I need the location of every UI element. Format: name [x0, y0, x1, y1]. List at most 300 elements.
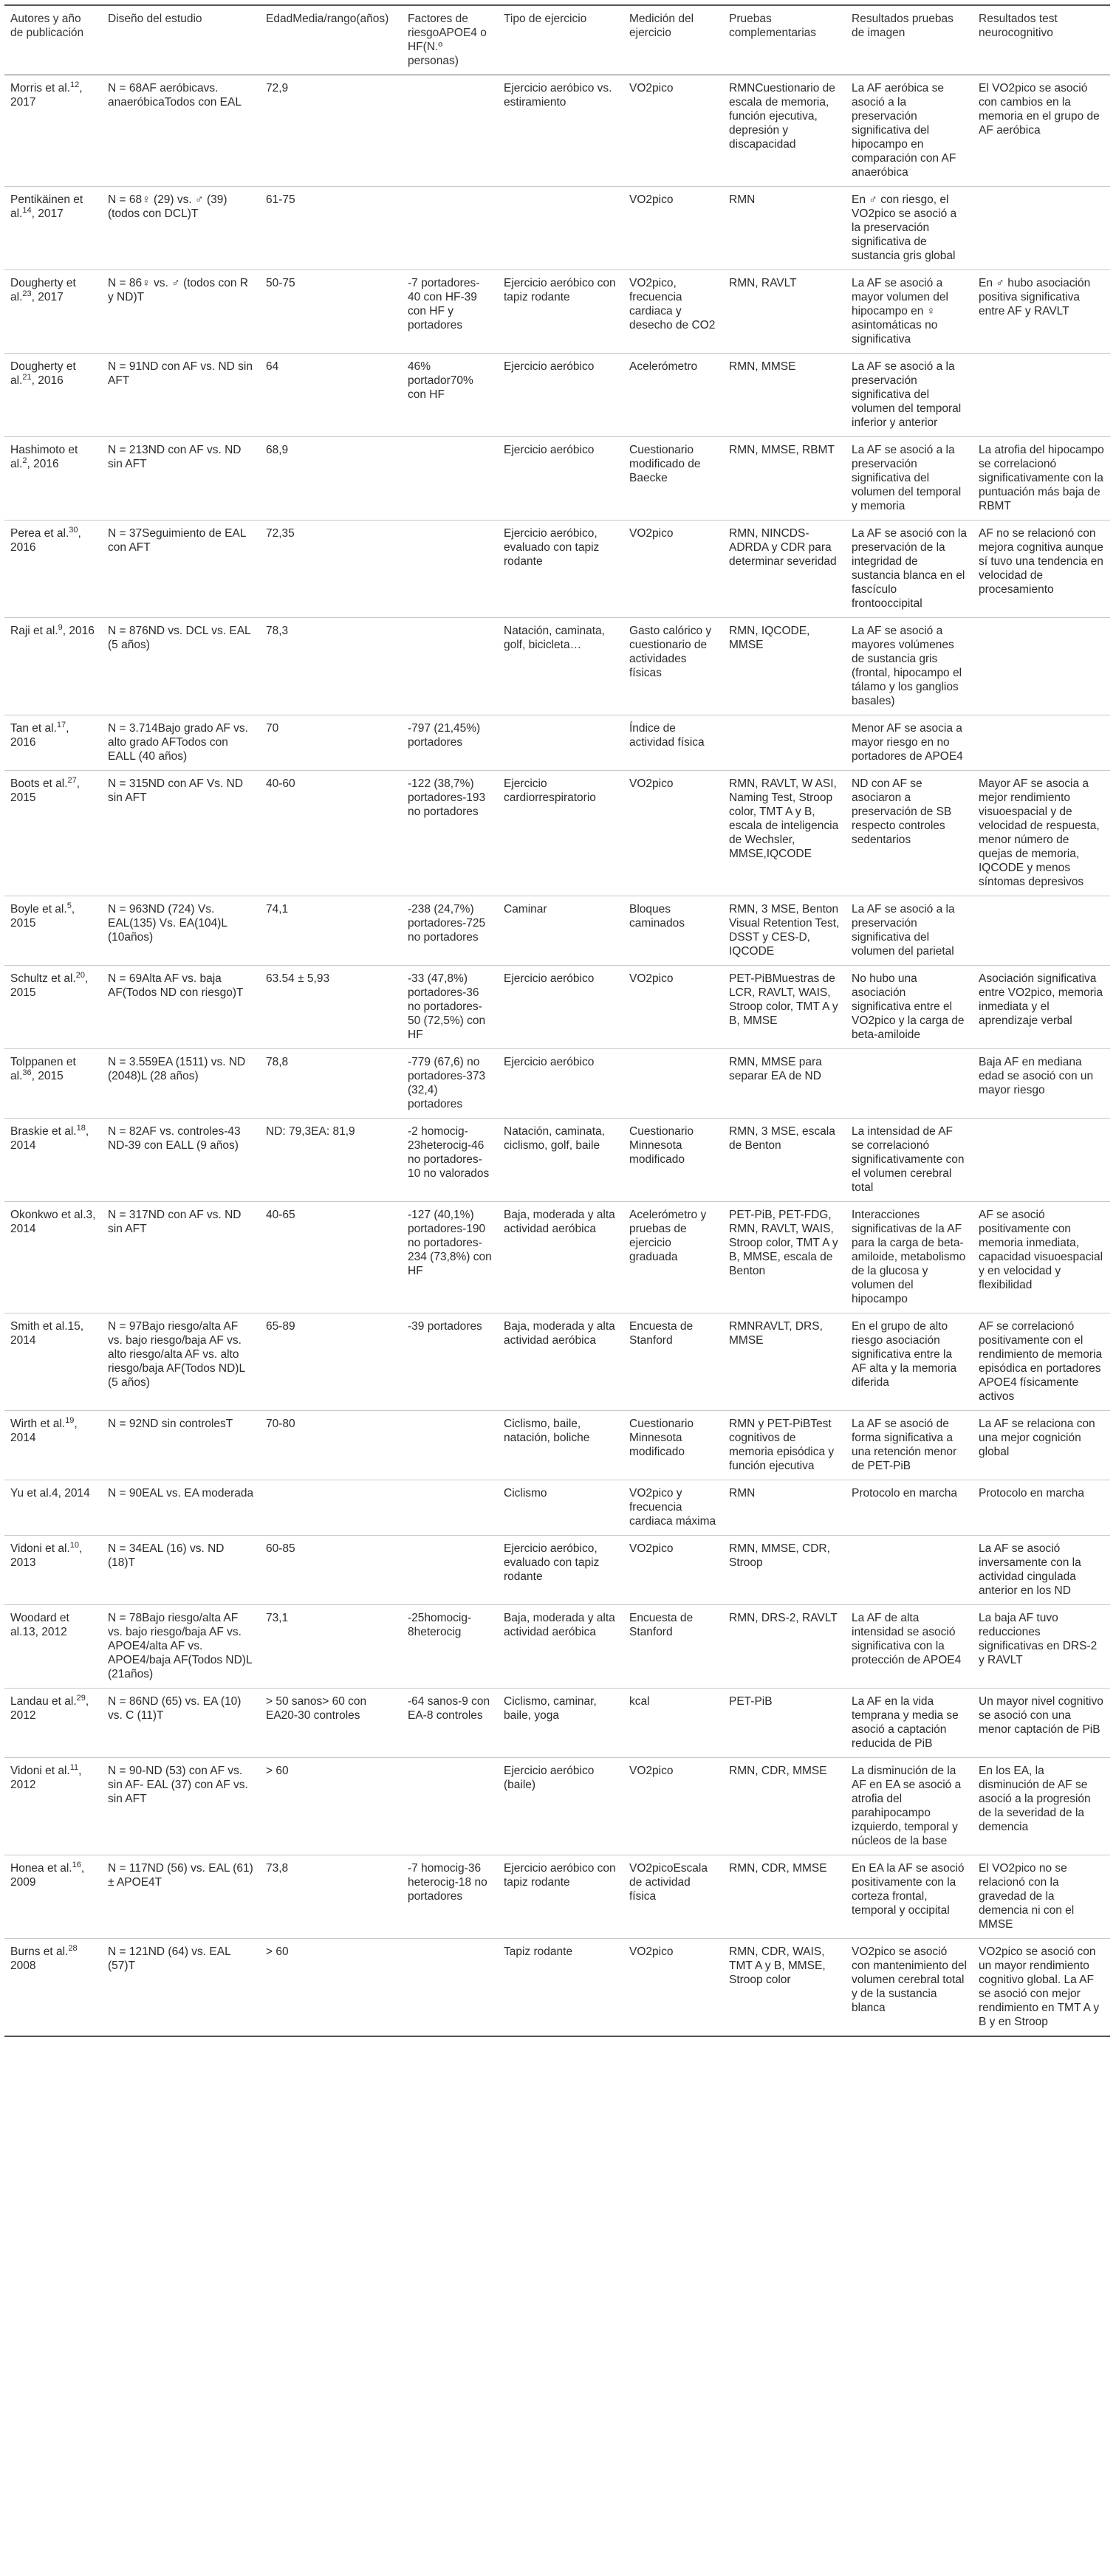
cell-imaging-results: La AF se asoció a la preservación significativa del volumen del temporal inferior y anterior: [852, 360, 962, 429]
author-name: Perea et al.: [10, 527, 69, 540]
cell-risk-factors: -33 (47,8%) portadores-36 no portadores-50 (72,5%) con HF: [408, 972, 486, 1041]
cell-complementary-tests: PET-PiBMuestras de LCR, RAVLT, WAIS, Stroop color, TMT A y B, MMSE: [729, 972, 838, 1027]
cell-exercise-measure: VO2pico: [629, 972, 674, 985]
table-row: [4, 1536, 1110, 1605]
cell-imaging-results: La AF aeróbica se asoció a la preservación significativa del hipocampo en comparación con AF anaeróbica: [852, 82, 956, 179]
cell-design: N = 82AF vs. controles-43 ND-39 con EALL (9 años): [108, 1125, 241, 1152]
cell-neurocognitive-results: La atrofia del hipocampo se correlacionó significativamente con la puntuación más baja de RBMT: [979, 444, 1104, 512]
cell-neurocognitive-results: Protocolo en marcha: [979, 1487, 1085, 1500]
table-row: [4, 1605, 1110, 1689]
header-risk-factors: Factores de riesgoAPOE4 o HF(N.º personas): [408, 13, 487, 67]
cell-age: 73,8: [266, 1862, 289, 1875]
author-name: Pentikäinen et al.: [10, 193, 83, 220]
table-row: [4, 771, 1110, 896]
cell-complementary-tests: PET-PiB: [729, 1695, 773, 1708]
cell-age: 68,9: [266, 444, 289, 456]
cell-author: [4, 437, 102, 521]
cell-age: [260, 1480, 402, 1536]
cell-neurocognitive-results: AF no se relacionó con mejora cognitiva aunque sí tuvo una tendencia en velocidad de procesamiento: [979, 527, 1103, 596]
publication-year: , 2017: [10, 82, 83, 109]
reference-number: 14: [22, 205, 32, 215]
author-name: Boots et al.: [10, 777, 68, 790]
header-exercise-measure: Medición del ejercicio: [629, 13, 694, 39]
author-name: Burns et al.: [10, 1945, 69, 1958]
cell-neurocognitive-results: [973, 1119, 1110, 1202]
cell-risk-factors: [402, 187, 498, 270]
author-name: Smith et al.15, 2014: [10, 1320, 84, 1347]
cell-author: [4, 1313, 102, 1411]
author-name: Honea et al.: [10, 1862, 72, 1875]
publication-year: , 2015: [31, 1070, 64, 1082]
cell-exercise-measure: Acelerómetro y pruebas de ejercicio graduada: [629, 1209, 707, 1263]
table-header: [4, 5, 1110, 75]
cell-exercise-type: Ejercicio aeróbico con tapiz rodante: [504, 277, 616, 303]
cell-complementary-tests: RMN: [729, 193, 756, 206]
cell-neurocognitive-results: El VO2pico no se relacionó con la gravedad de la demencia ni con el MMSE: [979, 1862, 1075, 1931]
author-name: Tolppanen et al.: [10, 1056, 76, 1082]
cell-design: N = 315ND con AF Vs. ND sin AFT: [108, 777, 244, 804]
table-row: [4, 1119, 1110, 1202]
reference-number: 11: [69, 1762, 79, 1772]
cell-complementary-tests: [723, 715, 846, 771]
cell-imaging-results: En ♂ con riesgo, el VO2pico se asoció a la preservación significativa de sustancia gris global: [852, 193, 957, 262]
author-name: Okonkwo et al.3, 2014: [10, 1209, 96, 1235]
cell-exercise-type: [498, 187, 623, 270]
cell-design: N = 69Alta AF vs. baja AF(Todos ND con riesgo)T: [108, 972, 244, 999]
cell-complementary-tests: PET-PiB, PET-FDG, RMN, RAVLT, WAIS, Stroop color, TMT A y B, MMSE, escala de Benton: [729, 1209, 838, 1277]
cell-exercise-measure: Acelerómetro: [629, 360, 698, 373]
cell-exercise-type: Natación, caminata, golf, bicicleta…: [504, 625, 605, 651]
cell-age: 78,3: [266, 625, 289, 637]
cell-risk-factors: [402, 1536, 498, 1605]
cell-risk-factors: -779 (67,6) no portadores-373 (32,4) portadores: [408, 1056, 486, 1110]
author-name: Tan et al.: [10, 722, 57, 735]
cell-exercise-measure: VO2pico: [629, 1542, 674, 1555]
cell-author: [4, 1119, 102, 1202]
cell-risk-factors: [402, 1939, 498, 2037]
reference-number: 27: [67, 775, 77, 785]
publication-year: , 2009: [10, 1862, 85, 1889]
cell-risk-factors: -39 portadores: [408, 1320, 482, 1333]
publication-year: , 2015: [10, 903, 75, 930]
cell-design: N = 68♀ (29) vs. ♂ (39) (todos con DCL)T: [108, 193, 227, 220]
reference-number: 30: [69, 525, 78, 535]
cell-neurocognitive-results: [973, 187, 1110, 270]
cell-complementary-tests: RMN, RAVLT: [729, 277, 797, 289]
table-body: [4, 75, 1110, 2037]
cell-exercise-measure: VO2picoEscala de actividad física: [629, 1862, 708, 1903]
cell-imaging-results: La intensidad de AF se correlacionó significativamente con el volumen cerebral total: [852, 1125, 965, 1194]
cell-exercise-measure: kcal: [629, 1695, 650, 1708]
publication-year: , 2016: [10, 527, 81, 554]
cell-design: N = 92ND sin controlesT: [108, 1418, 233, 1430]
cell-exercise-type: Natación, caminata, ciclismo, golf, baile: [504, 1125, 605, 1152]
cell-neurocognitive-results: VO2pico se asoció con un mayor rendimiento cognitivo global. La AF se asoció con mejor rendimiento en TMT A y B y en Stroop: [979, 1945, 1100, 2028]
header-design: Diseño del estudio: [108, 13, 202, 25]
cell-imaging-results: En el grupo de alto riesgo asociación significativa entre la AF alta y la memoria diferida: [852, 1320, 957, 1389]
cell-author: [4, 618, 102, 715]
cell-design: N = 91ND con AF vs. ND sin AFT: [108, 360, 253, 387]
cell-risk-factors: [402, 437, 498, 521]
cell-neurocognitive-results: En ♂ hubo asociación positiva significativa entre AF y RAVLT: [979, 277, 1091, 317]
reference-number: 18: [76, 1123, 86, 1133]
author-name: Raji et al.: [10, 625, 58, 637]
table-row: [4, 1939, 1110, 2037]
cell-design: N = 121ND (64) vs. EAL (57)T: [108, 1945, 231, 1972]
cell-imaging-results: La AF de alta intensidad se asoció significativa con la protección de APOE4: [852, 1612, 962, 1666]
cell-neurocognitive-results: La AF se relaciona con una mejor cognición global: [979, 1418, 1095, 1458]
publication-year: , 2013: [10, 1542, 83, 1569]
cell-complementary-tests: RMN, RAVLT, W ASI, Naming Test, Stroop color, TMT A y B, escala de inteligencia de Wechsler, MMSE,IQCODE: [729, 777, 839, 860]
cell-exercise-type: Ejercicio aeróbico con tapiz rodante: [504, 1862, 616, 1889]
table-row: [4, 75, 1110, 187]
table-row: [4, 1855, 1110, 1939]
cell-author: [4, 966, 102, 1049]
author-name: Hashimoto et al.: [10, 444, 78, 470]
cell-imaging-results: [846, 1049, 973, 1119]
cell-design: N = 68AF aeróbicavs. anaeróbicaTodos con EAL: [108, 82, 242, 109]
cell-age: 70: [266, 722, 279, 735]
reference-number: 23: [22, 289, 32, 298]
cell-design: N = 97Bajo riesgo/alta AF vs. bajo riesgo/baja AF vs. alto riesgo/alta AF vs. alto riesgo/baja AF(Todos ND)L (5 años): [108, 1320, 245, 1389]
cell-design: N = 90-ND (53) con AF vs. sin AF- EAL (37) con AF vs. sin AFT: [108, 1765, 248, 1805]
cell-age: > 60: [266, 1765, 289, 1777]
cell-exercise-measure: Bloques caminados: [629, 903, 685, 930]
cell-risk-factors: -122 (38,7%) portadores-193 no portadores: [408, 777, 486, 818]
header-authors: Autores y año de publicación: [10, 13, 84, 39]
author-name: Yu et al.4, 2014: [10, 1487, 90, 1500]
cell-design: N = 86ND (65) vs. EA (10) vs. C (11)T: [108, 1695, 242, 1722]
cell-imaging-results: La AF en la vida temprana y media se asoció a captación reducida de PiB: [852, 1695, 959, 1750]
cell-exercise-measure: VO2pico y frecuencia cardiaca máxima: [629, 1487, 716, 1528]
cell-risk-factors: 46% portador70% con HF: [408, 360, 473, 401]
cell-age: 72,9: [266, 82, 289, 95]
cell-neurocognitive-results: AF se asoció positivamente con memoria inmediata, capacidad visuoespacial y en velocidad y flexibilidad: [979, 1209, 1103, 1291]
cell-exercise-type: Baja, moderada y alta actividad aeróbica: [504, 1612, 615, 1638]
cell-exercise-type: Ciclismo, caminar, baile, yoga: [504, 1695, 597, 1722]
table-row: [4, 1411, 1110, 1480]
publication-year: , 2017: [31, 207, 64, 220]
cell-exercise-type: Ejercicio aeróbico: [504, 444, 595, 456]
cell-exercise-measure: VO2pico: [629, 777, 674, 790]
cell-complementary-tests: RMN, MMSE para separar EA de ND: [729, 1056, 822, 1082]
cell-risk-factors: -7 homocig-36 heterocig-18 no portadores: [408, 1862, 487, 1903]
reference-number: 20: [75, 970, 85, 980]
cell-author: [4, 1758, 102, 1855]
reference-number: 12: [69, 80, 80, 89]
cell-design: N = 876ND vs. DCL vs. EAL (5 años): [108, 625, 251, 651]
publication-year: , 2015: [10, 972, 89, 999]
reference-number: 28: [68, 1943, 78, 1953]
cell-neurocognitive-results: [973, 715, 1110, 771]
author-name: Dougherty et al.: [10, 360, 76, 387]
cell-design: N = 34EAL (16) vs. ND (18)T: [108, 1542, 225, 1569]
cell-imaging-results: VO2pico se asoció con mantenimiento del volumen cerebral total y de la sustancia blanca: [852, 1945, 967, 2014]
cell-author: [4, 1480, 102, 1536]
cell-exercise-type: Ejercicio aeróbico: [504, 972, 595, 985]
cell-age: 70-80: [266, 1418, 295, 1430]
cell-age: 63.54 ± 5,93: [266, 972, 330, 985]
cell-imaging-results: Menor AF se asocia a mayor riesgo en no portadores de APOE4: [852, 722, 963, 763]
cell-age: 74,1: [266, 903, 289, 916]
author-name: Boyle et al.: [10, 903, 67, 916]
table-row: [4, 187, 1110, 270]
cell-exercise-measure: Cuestionario Minnesota modificado: [629, 1418, 694, 1458]
cell-risk-factors: -64 sanos-9 con EA-8 controles: [408, 1695, 490, 1722]
cell-exercise-measure: Gasto calórico y cuestionario de actividades físicas: [629, 625, 712, 679]
cell-neurocognitive-results: [973, 354, 1110, 437]
table-row: [4, 354, 1110, 437]
cell-age: 61-75: [266, 193, 295, 206]
publication-year: , 2015: [10, 777, 81, 804]
cell-imaging-results: La AF se asoció con la preservación de la integridad de sustancia blanca en el fascículo frontooccipital: [852, 527, 967, 610]
reference-number: 36: [22, 1068, 32, 1077]
author-name: Vidoni et al.: [10, 1542, 70, 1555]
cell-exercise-type: Ejercicio aeróbico: [504, 360, 595, 373]
cell-imaging-results: No hubo una asociación significativa entre el VO2pico y la carga de beta-amiloide: [852, 972, 965, 1041]
cell-neurocognitive-results: AF se correlacionó positivamente con el rendimiento de memoria episódica en portadores APOE4 físicamente activos: [979, 1320, 1103, 1403]
cell-exercise-type: Ejercicio aeróbico, evaluado con tapiz rodante: [504, 527, 600, 568]
cell-author: [4, 1536, 102, 1605]
header-imaging-results: Resultados pruebas de imagen: [852, 13, 954, 39]
cell-complementary-tests: RMN, MMSE: [729, 360, 796, 373]
cell-design: N = 213ND con AF vs. ND sin AFT: [108, 444, 242, 470]
cell-risk-factors: -238 (24,7%) portadores-725 no portadores: [408, 903, 486, 944]
cell-complementary-tests: RMN, IQCODE, MMSE: [729, 625, 810, 651]
cell-author: [4, 1202, 102, 1313]
cell-age: > 60: [266, 1945, 289, 1958]
cell-age: 78,8: [266, 1056, 289, 1068]
author-name: Wirth et al.: [10, 1418, 66, 1430]
author-name: Landau et al.: [10, 1695, 77, 1708]
cell-author: [4, 1689, 102, 1758]
publication-year: , 2016: [27, 458, 59, 470]
cell-exercise-type: Caminar: [504, 903, 547, 916]
cell-exercise-type: Ciclismo, baile, natación, boliche: [504, 1418, 590, 1444]
cell-exercise-measure: Cuestionario modificado de Baecke: [629, 444, 701, 484]
cell-design: N = 86♀ vs. ♂ (todos con R y ND)T: [108, 277, 248, 303]
cell-complementary-tests: RMN, NINCDS-ADRDA y CDR para determinar severidad: [729, 527, 837, 568]
table-row: [4, 618, 1110, 715]
cell-exercise-measure: VO2pico: [629, 1765, 674, 1777]
author-name: Vidoni et al.: [10, 1765, 70, 1777]
cell-imaging-results: Protocolo en marcha: [852, 1487, 958, 1500]
reference-number: 16: [72, 1860, 81, 1869]
cell-author: [4, 1411, 102, 1480]
cell-exercise-measure: Encuesta de Stanford: [629, 1612, 694, 1638]
table-row: [4, 521, 1110, 618]
cell-exercise-type: Baja, moderada y alta actividad aeróbica: [504, 1320, 615, 1347]
cell-author: [4, 771, 102, 896]
cell-risk-factors: [402, 1480, 498, 1536]
cell-risk-factors: -127 (40,1%) portadores-190 no portadores-234 (73,8%) con HF: [408, 1209, 492, 1277]
author-name: Schultz et al.: [10, 972, 76, 985]
cell-exercise-measure: [623, 1049, 723, 1119]
cell-exercise-measure: VO2pico: [629, 193, 674, 206]
cell-complementary-tests: RMN, 3 MSE, Benton Visual Retention Test, DSST y CES-D, IQCODE: [729, 903, 840, 958]
cell-age: 65-89: [266, 1320, 295, 1333]
cell-neurocognitive-results: Mayor AF se asocia a mejor rendimiento visuoespacial y de velocidad de respuesta, menor número de quejas de memoria, IQCODE y menos síntomas depresivos: [979, 777, 1100, 888]
cell-exercise-type: Ejercicio aeróbico: [504, 1056, 595, 1068]
reference-number: 29: [76, 1693, 86, 1703]
cell-complementary-tests: RMN, CDR, MMSE: [729, 1862, 827, 1875]
publication-year: , 2014: [10, 1125, 89, 1152]
cell-exercise-type: Ciclismo: [504, 1487, 547, 1500]
reference-number: 21: [22, 372, 32, 382]
cell-risk-factors: -7 portadores-40 con HF-39 con HF y portadores: [408, 277, 480, 332]
cell-neurocognitive-results: [973, 896, 1110, 966]
cell-age: ND: 79,3EA: 81,9: [266, 1125, 355, 1138]
cell-author: [4, 1049, 102, 1119]
table-row: [4, 437, 1110, 521]
table-row: [4, 1202, 1110, 1313]
cell-author: [4, 270, 102, 354]
cell-design: N = 78Bajo riesgo/alta AF vs. bajo riesgo/baja AF vs. APOE4/alta AF vs. APOE4/baja AF(Todos ND)L (21años): [108, 1612, 252, 1680]
publication-year: , 2016: [62, 625, 95, 637]
studies-table: [4, 4, 1110, 2037]
table-row: [4, 1049, 1110, 1119]
cell-complementary-tests: RMN, MMSE, CDR, Stroop: [729, 1542, 830, 1569]
cell-imaging-results: La AF se asoció a mayor volumen del hipocampo en ♀ asintomáticas no significativa: [852, 277, 948, 346]
cell-neurocognitive-results: [973, 618, 1110, 715]
cell-design: N = 37Seguimiento de EAL con AFT: [108, 527, 246, 554]
cell-imaging-results: Interacciones significativas de la AF para la carga de beta-amiloide, metabolismo de la glucosa y volumen del hipocampo: [852, 1209, 966, 1305]
cell-neurocognitive-results: En los EA, la disminución de AF se asoció a la progresión de la severidad de la demencia: [979, 1765, 1091, 1833]
cell-neurocognitive-results: La baja AF tuvo reducciones significativas en DRS-2 y RAVLT: [979, 1612, 1098, 1666]
cell-neurocognitive-results: El VO2pico se asoció con cambios en la memoria en el grupo de AF aeróbica: [979, 82, 1100, 137]
cell-age: 50-75: [266, 277, 295, 289]
cell-complementary-tests: RMN y PET-PiBTest cognitivos de memoria episódica y función ejecutiva: [729, 1418, 835, 1472]
cell-imaging-results: La AF se asoció de forma significativa a una retención menor de PET-PiB: [852, 1418, 957, 1472]
cell-author: [4, 187, 102, 270]
cell-age: > 50 sanos> 60 con EA20-30 controles: [266, 1695, 367, 1722]
cell-design: N = 3.714Bajo grado AF vs. alto grado AFTodos con EALL (40 años): [108, 722, 248, 763]
cell-author: [4, 1855, 102, 1939]
table-row: [4, 966, 1110, 1049]
table-row: [4, 715, 1110, 771]
cell-author: [4, 715, 102, 771]
cell-exercise-measure: VO2pico, frecuencia cardiaca y desecho de CO2: [629, 277, 716, 332]
cell-complementary-tests: RMNCuestionario de escala de memoria, función ejecutiva, depresión y discapacidad: [729, 82, 835, 151]
cell-author: [4, 521, 102, 618]
cell-imaging-results: La AF se asoció a la preservación significativa del volumen del temporal y memoria: [852, 444, 962, 512]
publication-year: , 2016: [10, 722, 69, 749]
cell-design: N = 3.559EA (1511) vs. ND (2048)L (28 años): [108, 1056, 246, 1082]
author-name: Woodard et al.13, 2012: [10, 1612, 69, 1638]
cell-age: 40-60: [266, 777, 295, 790]
cell-design: N = 963ND (724) Vs. EAL(135) Vs. EA(104)L (10años): [108, 903, 227, 944]
cell-exercise-measure: VO2pico: [629, 527, 674, 540]
publication-year: , 2017: [31, 291, 64, 303]
cell-imaging-results: [846, 1536, 973, 1605]
cell-design: N = 117ND (56) vs. EAL (61) ± APOE4T: [108, 1862, 253, 1889]
cell-design: N = 90EAL vs. EA moderada: [108, 1487, 254, 1500]
table-row: [4, 1313, 1110, 1411]
cell-complementary-tests: RMNRAVLT, DRS, MMSE: [729, 1320, 823, 1347]
cell-neurocognitive-results: Un mayor nivel cognitivo se asoció con una menor captación de PiB: [979, 1695, 1103, 1736]
publication-year: , 2014: [10, 1418, 78, 1444]
cell-complementary-tests: RMN, 3 MSE, escala de Benton: [729, 1125, 835, 1152]
header-row: [4, 5, 1110, 75]
cell-design: N = 317ND con AF vs. ND sin AFT: [108, 1209, 242, 1235]
table-row: [4, 896, 1110, 966]
cell-risk-factors: [402, 75, 498, 187]
cell-author: [4, 896, 102, 966]
cell-complementary-tests: RMN: [729, 1487, 756, 1500]
cell-exercise-type: Ejercicio cardiorrespiratorio: [504, 777, 596, 804]
publication-year: , 2012: [10, 1765, 82, 1791]
header-age: EdadMedia/rango(años): [266, 13, 389, 25]
reference-number: 19: [65, 1415, 75, 1425]
cell-risk-factors: [402, 618, 498, 715]
author-name: Dougherty et al.: [10, 277, 76, 303]
table-row: [4, 1758, 1110, 1855]
reference-number: 9: [58, 622, 63, 632]
cell-exercise-measure: VO2pico: [629, 82, 674, 95]
table-row: [4, 1480, 1110, 1536]
cell-exercise-measure: Índice de actividad física: [629, 722, 705, 749]
cell-exercise-measure: Cuestionario Minnesota modificado: [629, 1125, 694, 1166]
cell-risk-factors: -797 (21,45%) portadores: [408, 722, 481, 749]
reference-number: 2: [22, 456, 27, 465]
cell-age: 60-85: [266, 1542, 295, 1555]
cell-exercise-type: Ejercicio aeróbico (baile): [504, 1765, 595, 1791]
reference-number: 10: [69, 1540, 79, 1550]
cell-exercise-type: Baja, moderada y alta actividad aeróbica: [504, 1209, 615, 1235]
cell-author: [4, 1605, 102, 1689]
cell-exercise-measure: Encuesta de Stanford: [629, 1320, 694, 1347]
cell-neurocognitive-results: Asociación significativa entre VO2pico, memoria inmediata y el aprendizaje verbal: [979, 972, 1103, 1027]
cell-risk-factors: [402, 1411, 498, 1480]
cell-complementary-tests: RMN, DRS-2, RAVLT: [729, 1612, 838, 1624]
cell-age: 64: [266, 360, 279, 373]
header-complementary-tests: Pruebas complementarias: [729, 13, 817, 39]
cell-complementary-tests: RMN, MMSE, RBMT: [729, 444, 835, 456]
cell-exercise-type: Ejercicio aeróbico vs. estiramiento: [504, 82, 612, 109]
cell-risk-factors: [402, 521, 498, 618]
cell-exercise-type: Ejercicio aeróbico, evaluado con tapiz rodante: [504, 1542, 600, 1583]
publication-year: , 2016: [31, 374, 64, 387]
publication-year: 2008: [10, 1960, 36, 1972]
cell-exercise-measure: VO2pico: [629, 1945, 674, 1958]
header-exercise-type: Tipo de ejercicio: [504, 13, 587, 25]
cell-imaging-results: La AF se asoció a mayores volúmenes de sustancia gris (frontal, hipocampo el tálamo y los ganglios basales): [852, 625, 962, 707]
cell-neurocognitive-results: La AF se asoció inversamente con la actividad cingulada anterior en los ND: [979, 1542, 1081, 1597]
cell-complementary-tests: RMN, CDR, MMSE: [729, 1765, 827, 1777]
author-name: Morris et al.: [10, 82, 70, 95]
publication-year: , 2012: [10, 1695, 89, 1722]
cell-complementary-tests: RMN, CDR, WAIS, TMT A y B, MMSE, Stroop color: [729, 1945, 826, 1986]
cell-risk-factors: -2 homocig-23heterocig-46 no portadores-10 no valorados: [408, 1125, 490, 1180]
cell-exercise-type: Tapiz rodante: [504, 1945, 573, 1958]
cell-age: 73,1: [266, 1612, 289, 1624]
cell-author: [4, 75, 102, 187]
cell-neurocognitive-results: Baja AF en mediana edad se asoció con un mayor riesgo: [979, 1056, 1094, 1096]
cell-age: 72,35: [266, 527, 295, 540]
table-row: [4, 270, 1110, 354]
cell-author: [4, 1939, 102, 2037]
reference-number: 17: [56, 720, 66, 729]
cell-imaging-results: En EA la AF se asoció positivamente con la corteza frontal, temporal y occipital: [852, 1862, 965, 1917]
reference-number: 5: [66, 901, 72, 910]
author-name: Braskie et al.: [10, 1125, 77, 1138]
cell-imaging-results: ND con AF se asociaron a preservación de SB respecto controles sedentarios: [852, 777, 952, 846]
cell-exercise-type: [498, 715, 623, 771]
cell-risk-factors: -25homocig-8heterocig: [408, 1612, 472, 1638]
table-row: [4, 1689, 1110, 1758]
cell-risk-factors: [402, 1758, 498, 1855]
header-neurocognitive-results: Resultados test neurocognitivo: [979, 13, 1058, 39]
